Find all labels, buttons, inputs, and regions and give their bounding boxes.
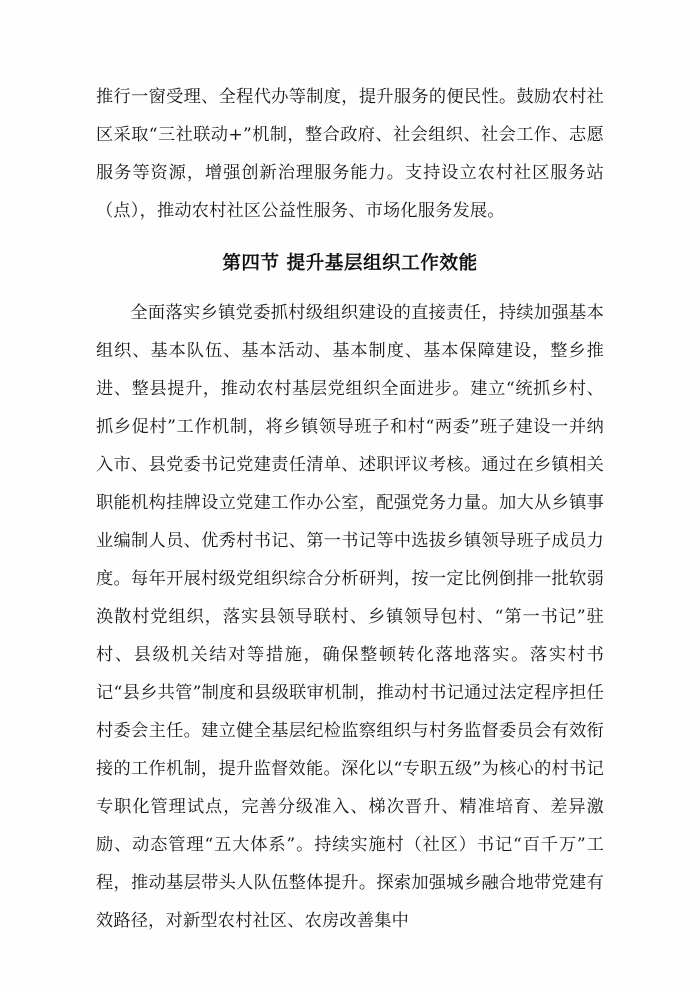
- paragraph-main: 全面落实乡镇党委抓村级组织建设的直接责任，持续加强基本组织、基本队伍、基本活动、基本制度、基本保障建设，整乡推进、整县提升，推动农村基层党组织全面进步。建立“统抓乡村、抓乡促村”工作机制，将乡镇领导班子和村“两委”班子建设一并纳入市、县党委书记党建责任清单、述职评议考核。通过在乡镇相关职能机构挂牌设立党建工作办公室，配强党务力量。加大从乡镇事业编制人员、优秀村书记、第一书记等中选拔乡镇领导班子成员力度。每年开展村级党组织综合分析研判，按一定比例倒排一批软弱涣散村党组织，落实县领导联村、乡镇领导包村、“第一书记”驻村、县级机关结对等措施，确保整顿转化落地落实。落实村书记“县乡共管”制度和县级联审机制，推动村书记通过法定程序担任村委会主任。建立健全基层纪检监察组织与村务监督委员会有效衔接的工作机制，提升监督效能。深化以“专职五级”为核心的村书记专职化管理试点，完善分级准入、梯次晋升、精准培育、差异激励、动态管理“五大体系”。持续实施村（社区）书记“百千万”工程，推动基层带头人队伍整体提升。探索加强城乡融合地带党建有效路径，对新型农村社区、农房改善集中: [96, 303, 604, 931]
- document-body: [96, 78, 604, 940]
- section-heading: 第四节 提升基层组织工作效能: [222, 253, 478, 274]
- paragraph-top: 推行一窗受理、全程代办等制度，提升服务的便民性。鼓励农村社区采取“三社联动+”机制，整合政府、社会组织、社会工作、志愿服务等资源，增强创新治理服务能力。支持设立农村社区服务站（点），推动农村社区公益性服务、市场化服务发展。: [96, 87, 604, 221]
